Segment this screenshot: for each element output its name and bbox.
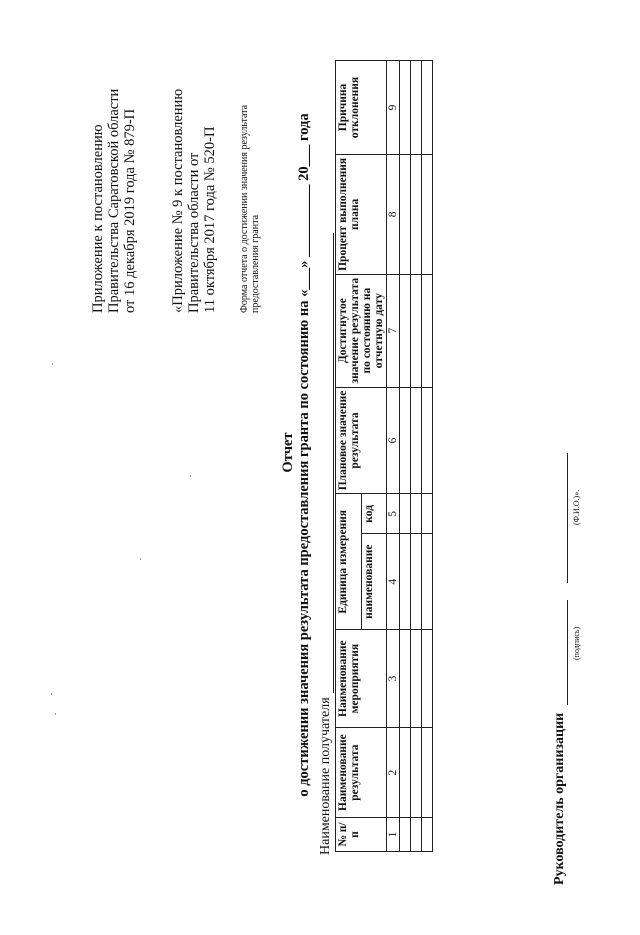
table-cell[interactable] (400, 274, 411, 387)
header-unit-name: наименование (361, 534, 387, 630)
table-cell[interactable] (400, 61, 411, 155)
table-cell[interactable] (422, 818, 433, 852)
header-planned: Плановое значение результата (336, 387, 387, 494)
report-title: Отчет (280, 432, 296, 473)
signature-row (552, 453, 568, 885)
table-cell[interactable] (422, 274, 433, 387)
column-number: 4 (387, 534, 400, 630)
table-cell[interactable] (422, 154, 433, 274)
table-cell[interactable] (422, 387, 433, 494)
column-number: 2 (387, 728, 400, 818)
recipient-label: Наименование получателя (318, 697, 333, 855)
column-number: 5 (387, 494, 400, 534)
header-achieved: Достигнутое значение результата по состоянию на отчетную дату (336, 274, 387, 387)
table-cell[interactable] (400, 154, 411, 274)
form-note-line: предоставления гранта (250, 214, 261, 313)
name-caption: (Ф.И.О.)». (572, 489, 581, 525)
column-number-row (387, 61, 400, 852)
appendix9-line: 11 октября 2017 года № 520-П (202, 126, 218, 313)
signature-label: Руководитель организации (552, 712, 567, 885)
header-num: № п/п (336, 818, 387, 852)
table-header-row (336, 61, 362, 852)
table-cell[interactable] (400, 494, 411, 534)
column-number: 9 (387, 61, 400, 155)
table-cell[interactable] (422, 534, 433, 630)
form-note-line: Форма отчета о достижении значения результата (239, 104, 250, 313)
appendix-line: от 16 декабря 2019 года № 879-П (122, 108, 138, 313)
recipient-input-line[interactable] (321, 233, 334, 693)
column-number: 3 (387, 630, 400, 728)
table-cell[interactable] (422, 494, 433, 534)
name-line[interactable] (555, 453, 568, 583)
appendix-line: Правительства Саратовской области (106, 88, 122, 313)
table-cell[interactable] (400, 534, 411, 630)
table-row (422, 61, 433, 852)
recipient-row (318, 233, 334, 855)
scan-speck (52, 363, 53, 365)
table-cell[interactable] (411, 728, 422, 818)
table-cell[interactable] (411, 494, 422, 534)
appendix9-line: Правительства области от (186, 152, 202, 313)
table-cell[interactable] (400, 818, 411, 852)
table-cell[interactable] (400, 728, 411, 818)
header-percent: Процент выполнения плана (336, 154, 387, 274)
form-note (239, 105, 261, 313)
table-cell[interactable] (422, 728, 433, 818)
table-cell[interactable] (400, 387, 411, 494)
appendix-block (90, 89, 138, 313)
table-cell[interactable] (411, 818, 422, 852)
scan-speck (190, 475, 191, 477)
table-row (400, 61, 411, 852)
scan-speck (55, 713, 56, 715)
signature-caption: (подпись) (572, 626, 581, 660)
table-row (411, 61, 422, 852)
report-subtitle: о достижении значения результата предоставления гранта по состоянию на «___» __________ 20___ года (296, 113, 312, 797)
scan-speck (51, 693, 52, 695)
header-result-name: Наименование результата (336, 728, 387, 818)
column-number: 7 (387, 274, 400, 387)
header-unit-code: код (361, 494, 387, 534)
appendix9-block (170, 89, 218, 313)
table-cell[interactable] (411, 61, 422, 155)
table-cell[interactable] (411, 534, 422, 630)
table-cell[interactable] (411, 387, 422, 494)
header-reason: Причина отклонения (336, 61, 387, 155)
table-cell[interactable] (400, 630, 411, 728)
scan-speck (140, 558, 141, 560)
table-cell[interactable] (411, 274, 422, 387)
table-cell[interactable] (422, 61, 433, 155)
appendix9-line: «Приложение № 9 к постановлению (170, 88, 186, 313)
column-number: 6 (387, 387, 400, 494)
column-number: 1 (387, 818, 400, 852)
header-unit: Единица измерения (336, 494, 362, 630)
report-table (335, 60, 433, 852)
column-number: 8 (387, 154, 400, 274)
table-cell[interactable] (422, 630, 433, 728)
table-cell[interactable] (411, 630, 422, 728)
appendix-line: Приложение к постановлению (90, 124, 106, 313)
table-cell[interactable] (411, 154, 422, 274)
header-event-name: Наименование мероприятия (336, 630, 387, 728)
signature-line[interactable] (555, 600, 568, 705)
